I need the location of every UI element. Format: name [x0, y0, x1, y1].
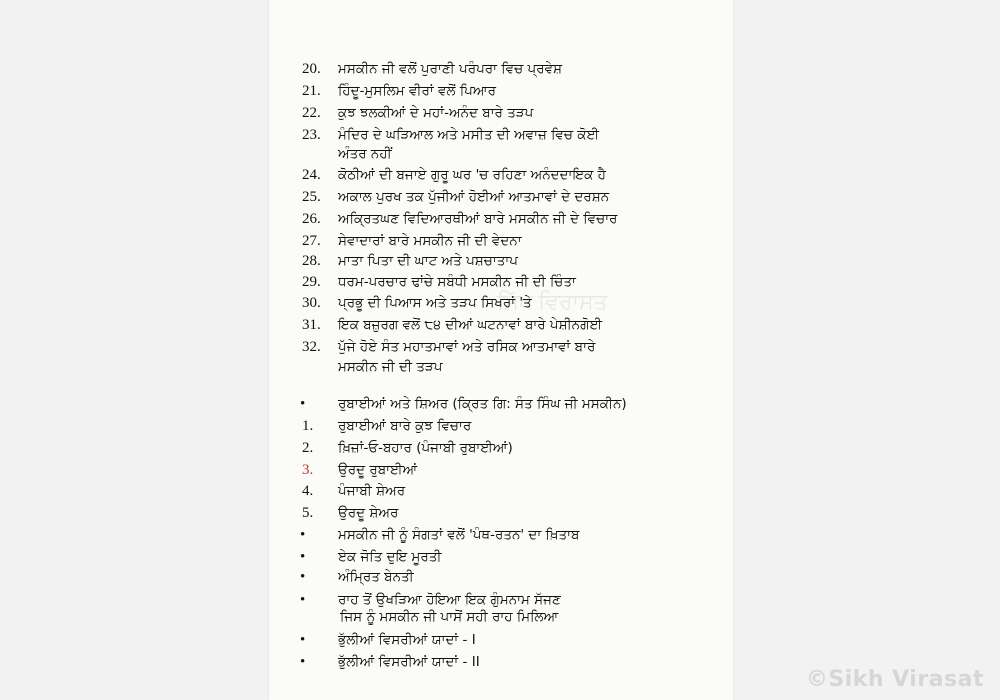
item-title: ਅਕਾਲ ਪੁਰਖ ਤਕ ਪੁੱਜੀਆਂ ਹੋਈਆਂ ਆਤਮਾਵਾਂ ਦੇ ਦਰਸ਼ਨ	[338, 189, 610, 205]
bullet: •	[300, 632, 306, 648]
item-title: ਉਰਦੂ ਸ਼ੇਅਰ	[338, 505, 399, 521]
item-title: ਸੇਵਾਦਾਰਾਂ ਬਾਰੇ ਮਸਕੀਨ ਜੀ ਦੀ ਵੇਦਨਾ	[338, 233, 522, 249]
item-title: ਮੰਦਿਰ ਦੇ ਘੜਿਆਲ ਅਤੇ ਮਸੀਤ ਦੀ ਅਵਾਜ਼ ਵਿਚ ਕੋਈ	[338, 127, 600, 143]
item-title: ਅੰਮ੍ਰਿਤ ਬੇਨਤੀ	[338, 569, 414, 585]
item-title: ਮਸਕੀਨ ਜੀ ਨੂੰ ਸੰਗਤਾਂ ਵਲੋਂ 'ਪੰਥ-ਰਤਨ' ਦਾ ਖ਼ਿਤਾਬ	[338, 527, 580, 543]
item-title: ਮਾਤਾ ਪਿਤਾ ਦੀ ਘਾਟ ਅਤੇ ਪਸ਼ਚਾਤਾਪ	[338, 253, 518, 269]
item-number: 32.	[302, 339, 321, 355]
item-number: 23.	[302, 127, 321, 143]
item-title: ਪ੍ਰਭੂ ਦੀ ਪਿਆਸ ਅਤੇ ਤੜਪ ਸਿਖਰਾਂ 'ਤੇ	[338, 295, 532, 311]
item-title: ਅਕ੍ਰਿਤਘਣ ਵਿਦਿਆਰਥੀਆਂ ਬਾਰੇ ਮਸਕੀਨ ਜੀ ਦੇ ਵਿਚਾਰ	[338, 211, 618, 227]
item-title: ਮਸਕੀਨ ਜੀ ਦੀ ਤੜਪ	[338, 359, 443, 375]
item-title: ਜਿਸ ਨੂੰ ਮਸਕੀਨ ਜੀ ਪਾਸੋਂ ਸਹੀ ਰਾਹ ਮਿਲਿਆ	[340, 609, 559, 625]
item-number: 3.	[302, 462, 314, 478]
watermark: ©Sikh Virasat	[805, 667, 984, 692]
item-title: ਹਿੰਦੂ-ਮੁਸਲਿਮ ਵੀਰਾਂ ਵਲੋਂ ਪਿਆਰ	[338, 83, 496, 99]
item-number: 31.	[302, 317, 321, 333]
item-title: ਭੁੱਲੀਆਂ ਵਿਸਰੀਆਂ ਯਾਦਾਂ - I	[338, 632, 476, 648]
item-number: 1.	[302, 418, 314, 434]
bullet: •	[300, 549, 306, 565]
item-number: 5.	[302, 505, 314, 521]
bullet: •	[300, 592, 306, 608]
item-number: 29.	[302, 274, 321, 290]
item-title: ਖ਼ਿਜ਼ਾਂ-ਓ-ਬਹਾਰ (ਪੰਜਾਬੀ ਰੁਬਾਈਆਂ)	[338, 440, 513, 456]
item-number: 28.	[302, 253, 321, 269]
item-title: ਅੰਤਰ ਨਹੀਂ	[338, 146, 392, 162]
item-number: 30.	[302, 295, 321, 311]
item-title: ਰਾਹ ਤੋਂ ਉਖੜਿਆ ਹੋਇਆ ਇਕ ਗੁੰਮਨਾਮ ਸੱਜਣ	[338, 592, 561, 608]
bullet: •	[300, 654, 306, 670]
item-title: ਪੰਜਾਬੀ ਸ਼ੇਅਰ	[338, 483, 406, 499]
bullet: •	[300, 527, 306, 543]
item-number: 25.	[302, 189, 321, 205]
item-title: ਧਰਮ-ਪਰਚਾਰ ਢਾਂਚੇ ਸਬੰਧੀ ਮਸਕੀਨ ਜੀ ਦੀ ਚਿੰਤਾ	[338, 274, 576, 290]
item-title: ਉਰਦੂ ਰੁਬਾਈਆਂ	[338, 462, 418, 478]
item-number: 21.	[302, 83, 321, 99]
bullet: •	[300, 569, 306, 585]
item-number: 24.	[302, 167, 321, 183]
item-number: 26.	[302, 211, 321, 227]
item-number: 27.	[302, 233, 321, 249]
item-number: 20.	[302, 61, 321, 77]
bullet: •	[300, 396, 306, 412]
item-title: ਰੁਬਾਈਆਂ ਅਤੇ ਸ਼ਿਅਰ (ਕ੍ਰਿਤ ਗਿ: ਸੰਤ ਸਿੰਘ ਜੀ ਮਸਕੀਨ)	[338, 396, 627, 412]
item-title: ਕੋਠੀਆਂ ਦੀ ਬਜਾਏ ਗੁਰੂ ਘਰ 'ਚ ਰਹਿਣਾ ਅਨੰਦਦਾਇਕ ਹੈ	[338, 167, 606, 183]
item-number: 22.	[302, 105, 321, 121]
item-number: 4.	[302, 483, 314, 499]
item-title: ਰੁਬਾਈਆਂ ਬਾਰੇ ਕੁਝ ਵਿਚਾਰ	[338, 418, 472, 434]
item-title: ਕੁਝ ਝਲਕੀਆਂ ਦੇ ਮਹਾਂ-ਅਨੰਦ ਬਾਰੇ ਤੜਪ	[338, 105, 534, 121]
item-title: ਭੁੱਲੀਆਂ ਵਿਸਰੀਆਂ ਯਾਦਾਂ - II	[338, 654, 480, 670]
item-title: ਏਕ ਜੋਤਿ ਦੁਇ ਮੂਰਤੀ	[338, 549, 442, 565]
item-number: 2.	[302, 440, 314, 456]
item-title: ਪੁੱਜੇ ਹੋਏ ਸੰਤ ਮਹਾਤਮਾਵਾਂ ਅਤੇ ਰਸਿਕ ਆਤਮਾਵਾਂ ਬਾਰੇ	[338, 339, 596, 355]
faint-watermark: ਸਿੱਖ ਵਿਰਾਸਤ	[497, 289, 608, 314]
item-title: ਇਕ ਬਜ਼ੁਰਗ ਵਲੋਂ ੮੪ ਦੀਆਂ ਘਟਨਾਵਾਂ ਬਾਰੇ ਪੇਸ਼ੀਨਗੋਈ	[338, 317, 603, 333]
item-title: ਮਸਕੀਨ ਜੀ ਵਲੋਂ ਪੁਰਾਣੀ ਪਰੰਪਰਾ ਵਿਚ ਪ੍ਰਵੇਸ਼	[338, 61, 563, 77]
